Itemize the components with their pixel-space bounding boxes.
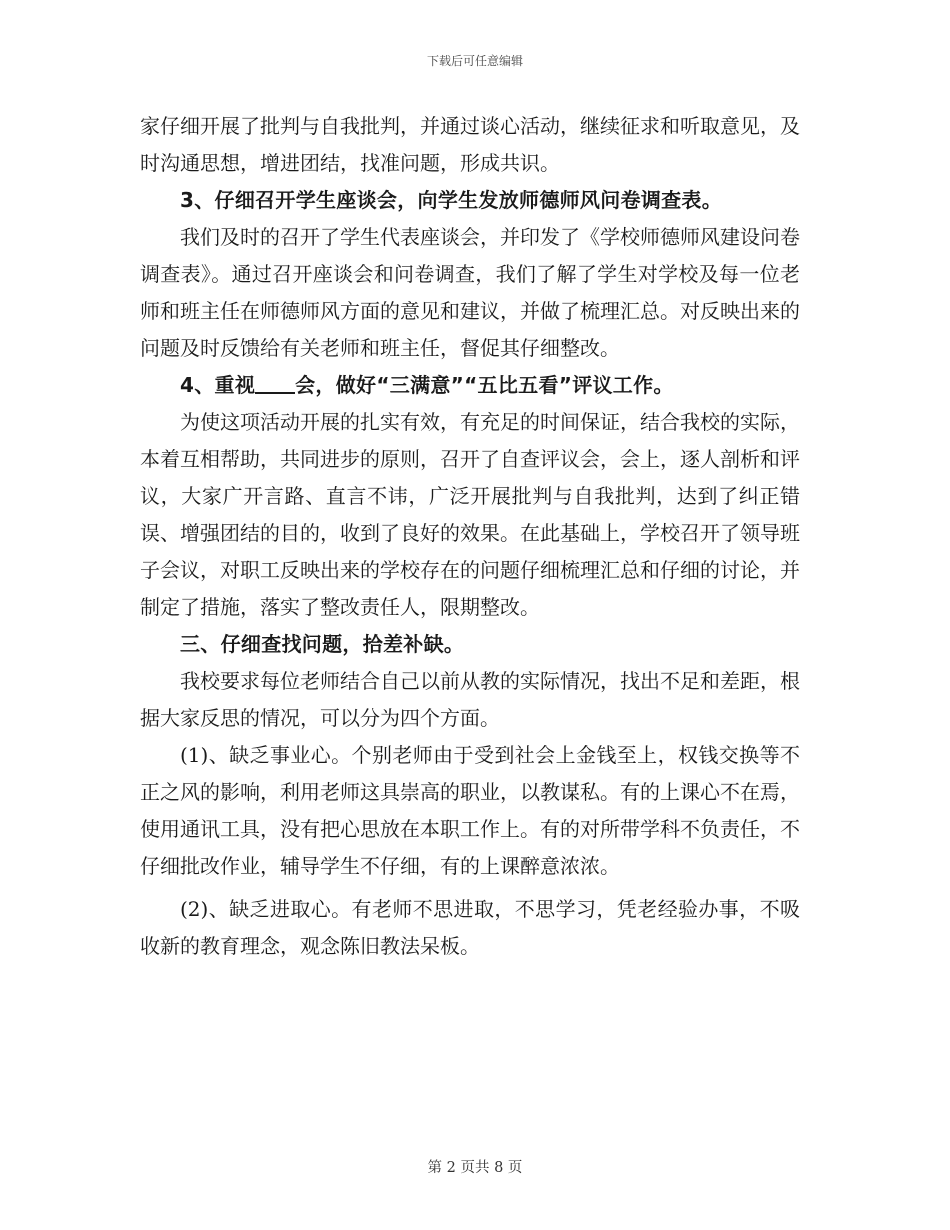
- page-header: 下载后可任意编辑: [426, 54, 523, 68]
- section-heading-3: 3、仔细召开学生座谈会，向学生发放师德师风问卷调查表。: [180, 188, 723, 212]
- document-body: [140, 108, 800, 965]
- section-heading-4: [140, 367, 800, 404]
- section-heading-three: 三、仔细查找问题，拾差补缺。: [180, 632, 465, 656]
- heading-4-suffix: 会，做好“三满意”“五比五看”评议工作。: [295, 373, 674, 397]
- paragraph-item-1: (1)、缺乏事业心。个别老师由于受到社会上金钱至上，权钱交换等不正之风的影响，利用老师这具崇高的职业，以教谋私。有的上课心不在焉，使用通讯工具，没有把心思放在本职工作上。有的对所带学科不负责任，不仔细批改作业，辅导学生不仔细，有的上课醉意浓浓。: [140, 743, 800, 878]
- paragraph-continuation: 家仔细开展了批判与自我批判，并通过谈心活动，继续征求和听取意见，及时沟通思想，增进团结，找准问题，形成共识。: [140, 114, 800, 175]
- page-footer: 第 2 页共 8 页: [427, 1160, 523, 1176]
- paragraph-self-reflection: 我校要求每位老师结合自己以前从教的实际情况，找出不足和差距，根据大家反思的情况，可以分为四个方面。: [140, 669, 800, 730]
- heading-4-prefix: 4、重视: [180, 373, 256, 397]
- paragraph-evaluation-meeting: 为使这项活动开展的扎实有效，有充足的时间保证，结合我校的实际，本着互相帮助，共同进步的原则，召开了自查评议会，会上，逐人剖析和评议，大家广开言路、直言不讳，广泛开展批判与自我批判，达到了纠正错误、增强团结的目的，收到了良好的效果。在此基础上，学校召开了领导班子会议，对职工反映出来的学校存在的问题仔细梳理汇总和仔细的讨论，并制定了措施，落实了整改责任人，限期整改。: [140, 410, 800, 619]
- paragraph-student-forum: 我们及时的召开了学生代表座谈会，并印发了《学校师德师风建设问卷调查表》。通过召开座谈会和问卷调查，我们了解了学生对学校及每一位老师和班主任在师德师风方面的意见和建议，并做了梳理汇总。对反映出来的问题及时反馈给有关老师和班主任，督促其仔细整改。: [140, 225, 800, 360]
- paragraph-item-2: (2)、缺乏进取心。有老师不思进取，不思学习，凭老经验办事，不吸收新的教育理念，观念陈旧教法呆板。: [140, 897, 800, 958]
- fill-in-blank: [255, 374, 295, 394]
